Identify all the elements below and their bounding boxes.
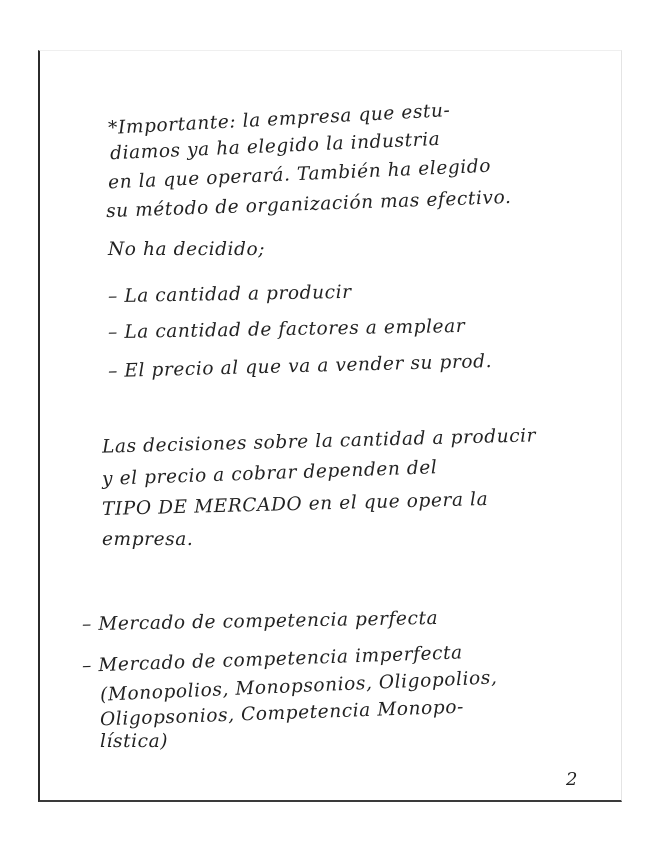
intro-line-1: *Importante: la empresa que estu-: [107, 100, 451, 139]
decisions-line-1: Las decisiones sobre la cantidad a producir: [101, 425, 537, 458]
not-decided-heading: No ha decidido;: [108, 239, 266, 260]
market-type-1: – Mercado de competencia perfecta: [81, 607, 439, 636]
page-number: 2: [566, 769, 578, 790]
decisions-line-3: TIPO DE MERCADO en el que opera la: [101, 488, 489, 521]
intro-line-4: su método de organización mas efectivo.: [105, 186, 512, 223]
decisions-line-4: empresa.: [102, 529, 194, 550]
not-decided-item-2: – La cantidad de factores a emplear: [107, 315, 466, 344]
notebook-page: [38, 50, 622, 802]
market-type-2-detail-1: (Monopolios, Monopsonios, Oligopolios,: [99, 667, 498, 706]
not-decided-item-3: – El precio al que va a vender su prod.: [107, 350, 493, 383]
not-decided-item-1: – La cantidad a producir: [107, 281, 352, 308]
market-type-2-detail-3: lística): [100, 731, 169, 752]
decisions-line-2: y el precio a cobrar dependen del: [101, 457, 438, 490]
market-type-2: – Mercado de competencia imperfecta: [81, 642, 464, 677]
market-type-2-detail-2: Oligopsonios, Competencia Monopo-: [99, 696, 465, 731]
intro-line-3: en la que operará. También ha elegido: [107, 155, 492, 194]
intro-line-2: diamos ya ha elegido la industria: [109, 128, 441, 165]
